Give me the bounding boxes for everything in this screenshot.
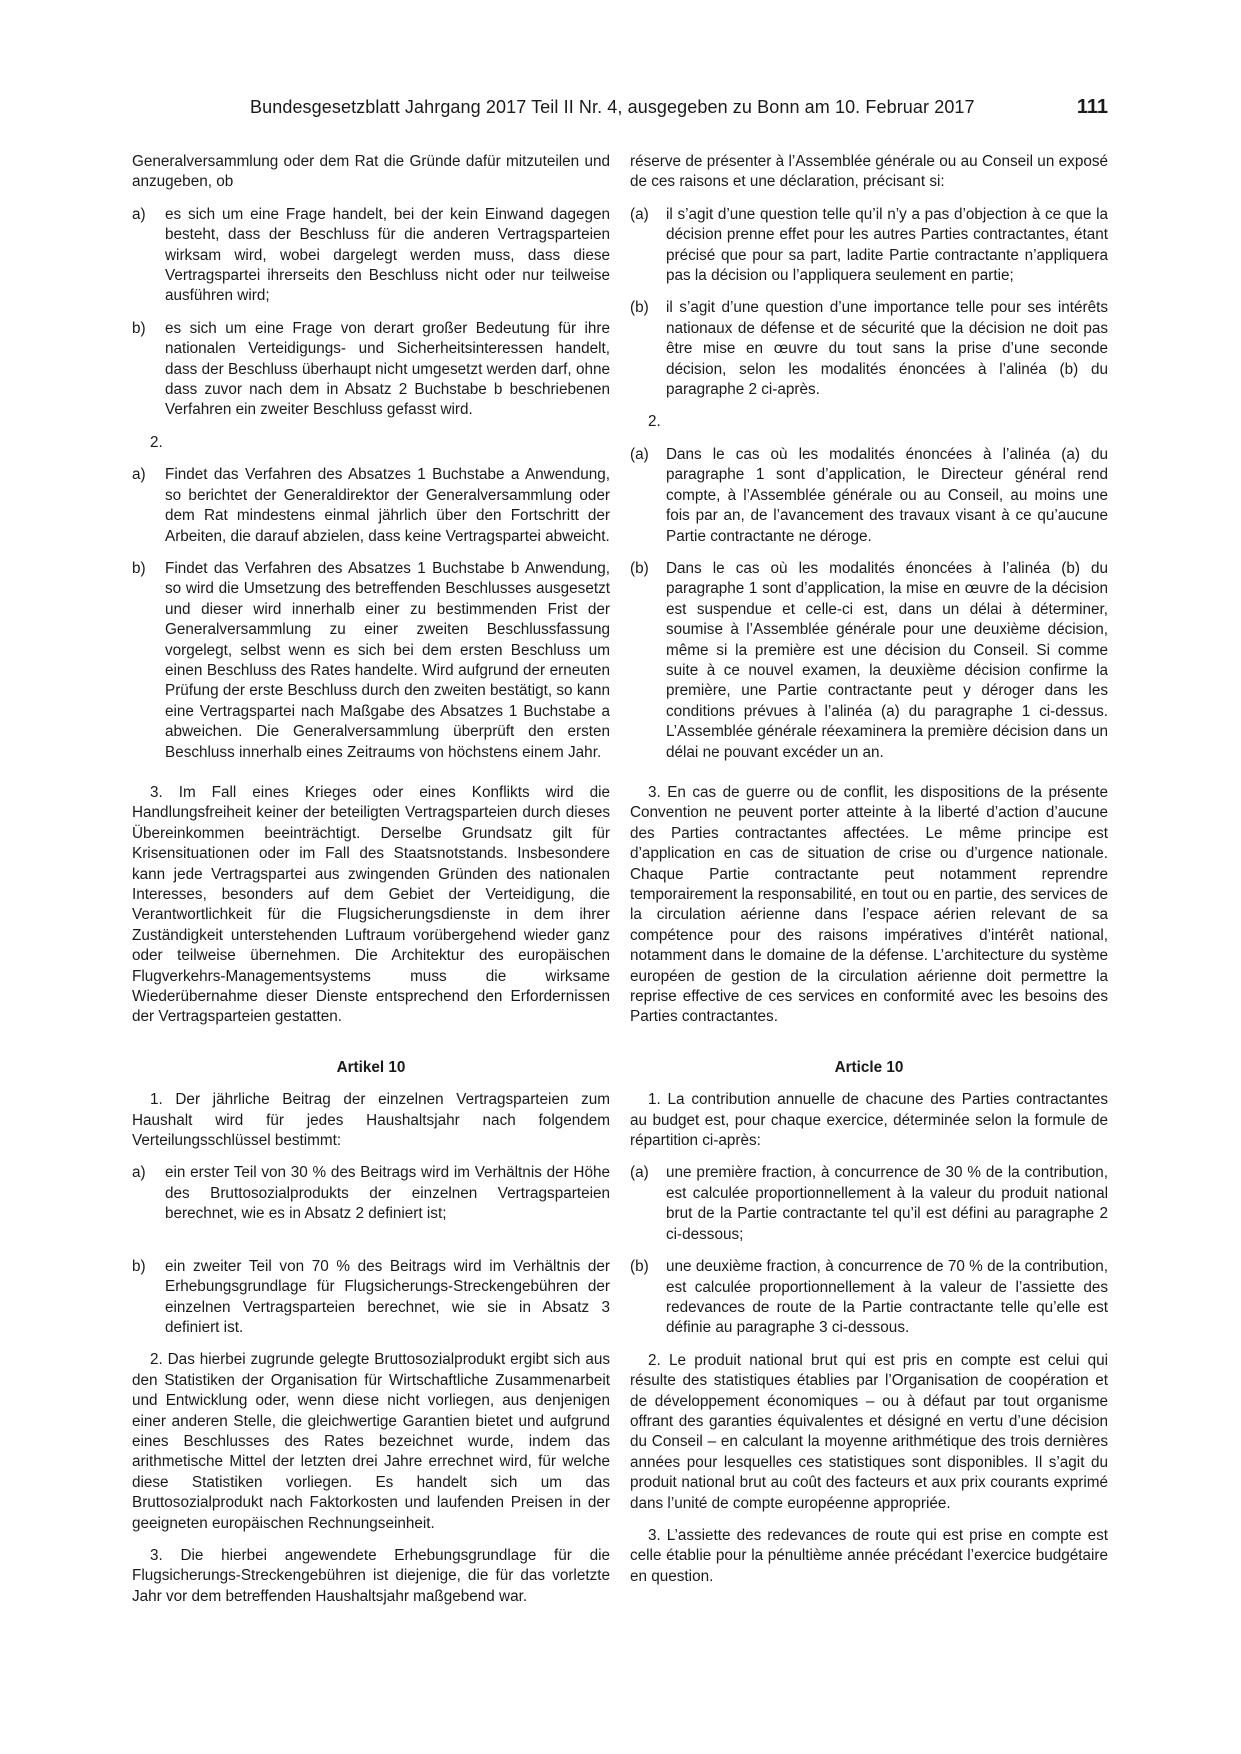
item-text: une deuxième fraction, à concurrence de 70 % de la contribution, est calculée proportionnellement à la valeur de l’assiette des redevances de route de la Partie contractante telle qu’elle est définie au paragraphe 3 ci-dessous.	[666, 1258, 1108, 1337]
item-label: (b)	[630, 1258, 649, 1276]
item-label: a)	[132, 1164, 146, 1182]
fr-p1-item-b	[630, 298, 1108, 400]
page-number: 111	[1076, 96, 1108, 118]
de-paragraph-3: 3. Im Fall eines Krieges oder eines Konflikts wird die Handlungsfreiheit keiner der beteiligten Vertragsparteien durch dieses Übereinkommen beeinträchtigt. Derselbe Grundsatz gilt für Krisensituationen oder im Fall des Staatsnotstands. Insbesondere kann jede Vertragspartei aus zwingenden Gründen des nationalen Interesses, besonders auf dem Gebiet der Verteidigung, die Verantwortlichkeit für die Flugsicherungsdienste in dem ihrer Zuständigkeit unterstehenden Luftraum vorübergehend wieder ganz oder teilweise übernehmen. Die Architektur des europäischen Flugverkehrs-Managementsystems muss die wirksame Wiederübernahme dieser Dienste entsprechend den Erfordernissen der Vertragsparteien gestatten.	[132, 783, 610, 1026]
item-label: (a)	[630, 1164, 649, 1182]
de-art10-paragraph-3: 3. Die hierbei angewendete Erhebungsgrundlage für die Flugsicherungs-Streckengebühren ist diejenige, die für das vorletzte Jahr vor dem betreffenden Haushaltsjahr maßgebend war.	[132, 1546, 610, 1605]
de-p2-item-a	[132, 465, 610, 547]
fr-art10-item-b	[630, 1257, 1108, 1339]
fr-p2-item-b	[630, 559, 1108, 763]
item-label: a)	[132, 205, 146, 223]
fr-art10-paragraph-2: 2. Le produit national brut qui est pris en compte est celui qui résulte des statistiques établies par l’Organisation de coopération et de développement économiques – ou à défaut par tout organisme offrant des garanties équivalentes et désigné en vertu d’une décision du Conseil – en calculant la moyenne arithmétique des trois dernières années pour lesquelles ces statistiques sont disponibles. Il s’agit du produit national brut au coût des facteurs et aux prix courants exprimé dans l’unité de compte européenne appropriée.	[630, 1351, 1108, 1512]
fr-article-heading: Article 10	[834, 1058, 904, 1076]
item-label: b)	[132, 1257, 146, 1275]
german-column	[132, 152, 610, 1607]
item-text: il s’agit d’une question d’une importance telle pour ses intérêts nationaux de défense et de sécurité que la décision ne doit pas être mise en œuvre du tout sans la prise d’une seconde décision, selon les modalités énoncées à l’alinéa (b) du paragraphe 2 ci-après.	[666, 299, 1108, 399]
fr-intro: réserve de présenter à l’Assemblée générale ou au Conseil un exposé de ces raisons et une déclaration, précisant si:	[630, 153, 1108, 191]
item-label: (a)	[630, 445, 649, 463]
item-text: Dans le cas où les modalités énoncées à l’alinéa (a) du paragraphe 1 sont d’application, le Directeur général rend compte, à l’Assemblée générale ou au Conseil, au moins une fois par an, de l’avancement des travaux visant à ce qu’aucune Partie contractante ne déroge.	[666, 445, 1108, 545]
item-text: es sich um eine Frage von derart großer Bedeutung für ihre nationalen Verteidigungs- und Sicherheitsinteressen handelt, dass der Beschluss überhaupt nicht umgesetzt werden darf, ohne dass zuvor nach dem in Absatz 2 Buchstabe b beschriebenen Verfahren ein zweiter Beschluss gefasst wird.	[165, 319, 610, 419]
de-article-heading: Artikel 10	[336, 1058, 406, 1076]
item-label: a)	[132, 466, 146, 484]
fr-art10-paragraph-3: 3. L’assiette des redevances de route qui est prise en compte est celle établie pour la pénultième année précédant l’exercice budgétaire en question.	[630, 1526, 1108, 1585]
item-label: b)	[132, 319, 146, 337]
de-intro: Generalversammlung oder dem Rat die Gründe dafür mitzuteilen und anzugeben, ob	[132, 153, 610, 191]
fr-p1-item-a	[630, 205, 1108, 287]
fr-paragraph-2-number: 2.	[648, 413, 661, 431]
de-paragraph-2-number: 2.	[150, 433, 163, 451]
de-art10-item-b	[132, 1257, 610, 1339]
item-text: une première fraction, à concurrence de 30 % de la contribution, est calculée proportionnellement à la valeur du produit national brut de la Partie contractante tel qu’il est défini au paragraphe 2 ci-dessous;	[666, 1164, 1108, 1243]
item-text: es sich um eine Frage handelt, bei der kein Einwand dagegen besteht, dass der Beschluss für die anderen Vertragsparteien wirksam wird, wobei dargelegt werden muss, dass diese Vertragspartei ihrerseits den Beschluss nicht oder nur teilweise ausführen wird;	[165, 205, 610, 305]
fr-art10-paragraph-1: 1. La contribution annuelle de chacune des Parties contractantes au budget est, pour chaque exercice, déterminée selon la formule de répartition ci-après:	[630, 1091, 1108, 1150]
item-text: ein zweiter Teil von 70 % des Beitrags wird im Verhältnis der Erhebungsgrundlage für Flugsicherungs-Streckengebühren der einzelnen Vertragsparteien berechnet, wie sie in Absatz 3 definiert ist.	[165, 1257, 610, 1336]
de-p1-item-a	[132, 205, 610, 307]
item-text: il s’agit d’une question telle qu’il n’y a pas d’objection à ce que la décision prenne effet pour les autres Parties contractantes, étant précisé que pour sa part, ladite Partie contractante n’appliquera pas la décision ou l’appliquera seulement en partie;	[666, 205, 1108, 285]
de-art10-paragraph-1: 1. Der jährliche Beitrag der einzelnen Vertragsparteien zum Haushalt wird für jedes Haushaltsjahr nach folgendem Verteilungsschlüssel bestimmt:	[132, 1091, 610, 1150]
item-label: (b)	[630, 299, 649, 317]
de-p1-item-b	[132, 319, 610, 421]
item-label: (b)	[630, 559, 649, 577]
publication-title: Bundesgesetzblatt Jahrgang 2017 Teil II Nr. 4, ausgegeben zu Bonn am 10. Februar 2017	[250, 97, 975, 117]
item-text: ein erster Teil von 30 % des Beitrags wird im Verhältnis der Höhe des Bruttosozialprodukts der einzelnen Vertragsparteien berechnet, wie es in Absatz 2 definiert ist;	[165, 1164, 610, 1223]
fr-art10-item-a	[630, 1163, 1108, 1245]
de-art10-item-a	[132, 1163, 610, 1224]
fr-paragraph-3: 3. En cas de guerre ou de conflit, les dispositions de la présente Convention ne peuvent porter atteinte à la liberté d’action d’aucune des Parties contractantes affectées. Le même principe est d’application en cas de situation de crise ou d’urgence nationale. Chaque Partie contractante peut notamment reprendre temporairement la responsabilité, en tout ou en partie, des services de la circulation aérienne dans l’espace aérien relevant de sa compétence pour des raisons impératives d’intérêt national, notamment dans le domaine de la défense. L’architecture du système européen de gestion de la circulation aérienne doit permettre la reprise effective de ces services en conformité avec les besoins des Parties contractantes.	[630, 783, 1108, 1026]
item-label: (a)	[630, 205, 649, 223]
de-art10-paragraph-2: 2. Das hierbei zugrunde gelegte Bruttosozialprodukt ergibt sich aus den Statistiken der Organisation für Wirtschaftliche Zusammenarbeit und Entwicklung oder, wenn diese nicht vorliegen, aus denjenigen einer anderen Stelle, die gleichwertige Garantien bietet und aufgrund eines Beschlusses des Rates bezeichnet wurde, indem das arithmetische Mittel der letzten drei Jahre errechnet wird, für welche diese Statistiken vorliegen. Es handelt sich um das Bruttosozialprodukt nach Faktorkosten und laufenden Preisen in der geeigneten europäischen Rechnungseinheit.	[132, 1351, 610, 1532]
french-column	[630, 152, 1108, 1587]
de-p2-item-b	[132, 559, 610, 763]
item-text: Findet das Verfahren des Absatzes 1 Buchstabe a Anwendung, so berichtet der Generaldirektor der Generalversammlung oder dem Rat mindestens einmal jährlich über den Fortschritt der Arbeiten, die darauf abzielen, dass keine Vertragspartei abweicht.	[165, 466, 610, 545]
item-text: Dans le cas où les modalités énoncées à l’alinéa (b) du paragraphe 1 sont d’application, la mise en œuvre de la décision est suspendue et celle-ci est, dans un délai à déterminer, soumise à l’Assemblée générale pour une deuxième décision, même si la première est une décision du Conseil. Si comme suite à ce nouvel examen, la deuxième décision confirme la première, une Partie contractante peut y déroger dans les conditions prévues à l’alinéa (a) du paragraphe 1 ci-dessus. L’Assemblée générale réexaminera la première décision dans un délai ne pouvant excéder un an.	[666, 559, 1108, 761]
item-label: b)	[132, 559, 146, 577]
fr-p2-item-a	[630, 445, 1108, 547]
item-text: Findet das Verfahren des Absatzes 1 Buchstabe b Anwendung, so wird die Umsetzung des betreffenden Beschlusses ausgesetzt und dieser wird innerhalb einer zu bestimmenden Frist der Generalversammlung zu einer zweiten Beschlussfassung vorgelegt, selbst wenn es sich bei dem ersten Beschluss um einen Beschluss des Rates handelte. Wird aufgrund der erneuten Prüfung der erste Beschluss durch den zweiten bestätigt, so kann eine Vertragspartei nach Maßgabe des Absatzes 1 Buchstabe a abweichen. Die Generalversammlung überprüft den ersten Beschluss innerhalb eines Zeitraums von höchstens einem Jahr.	[165, 559, 610, 761]
page-header	[132, 97, 1108, 123]
